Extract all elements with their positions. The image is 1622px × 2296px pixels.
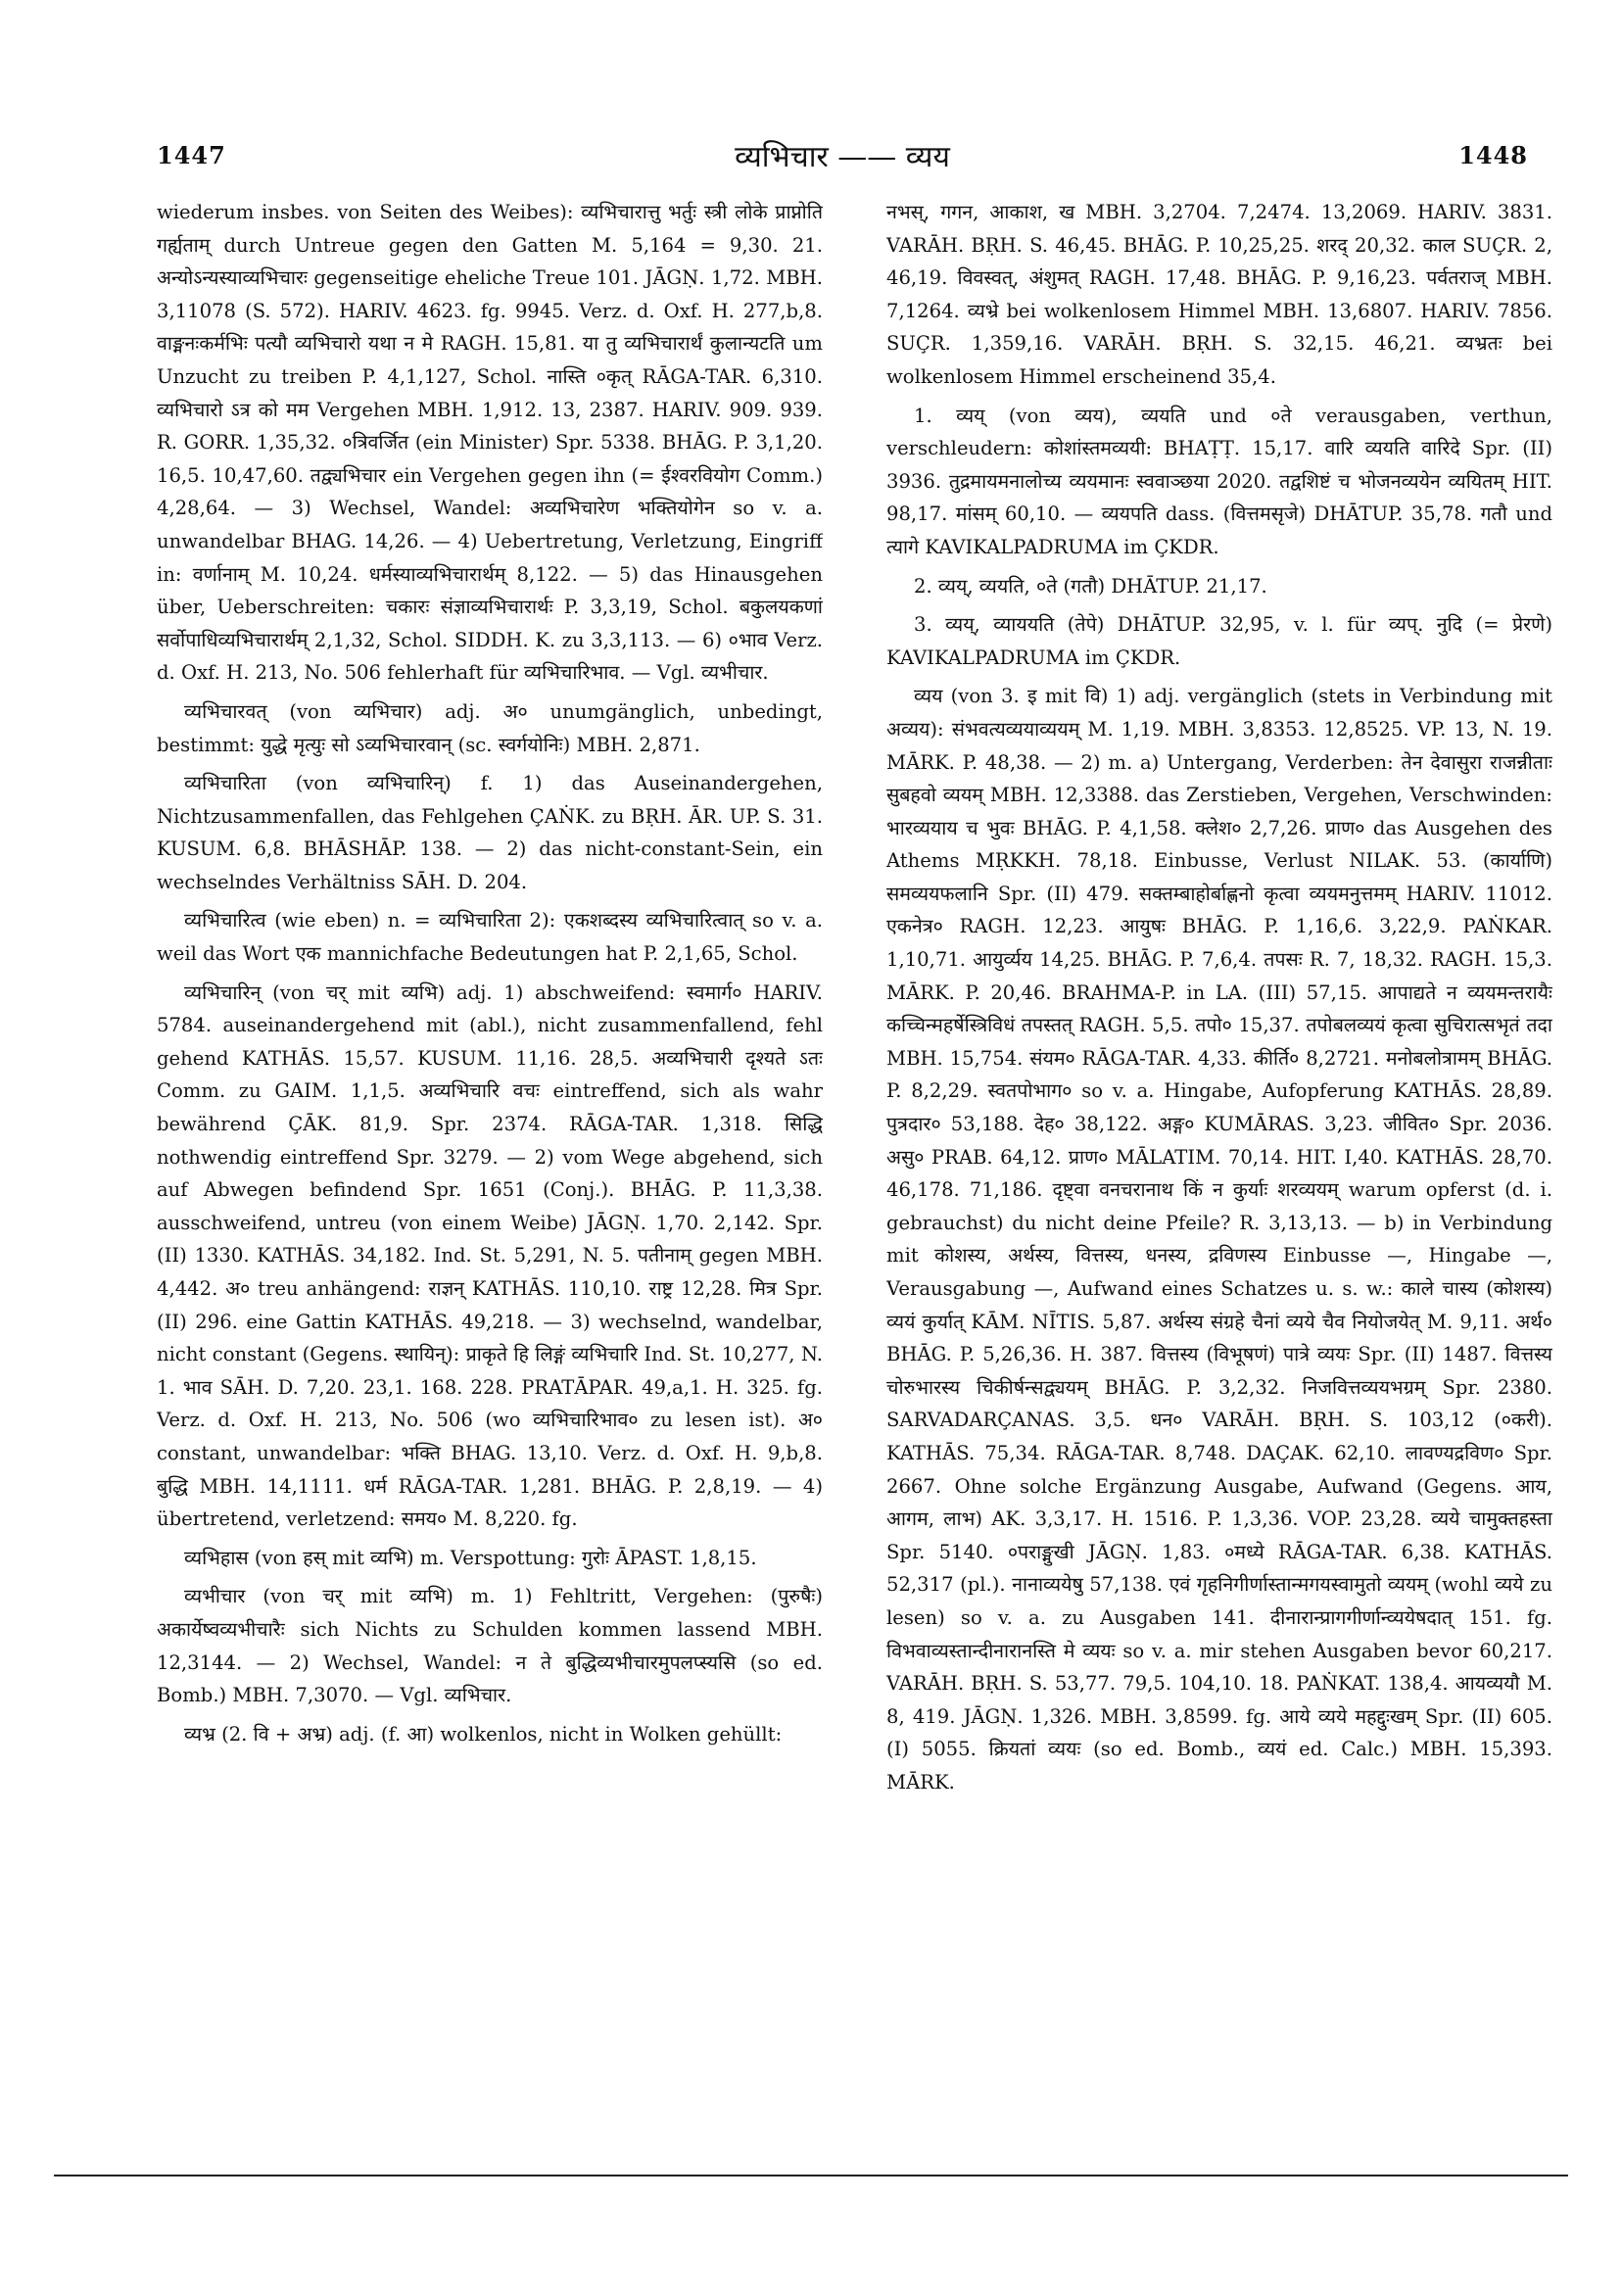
entry-vyabhicaritva: व्यभिचारित्व (wie eben) n. = व्यभिचारिता 2): एकशब्दस्य व्यभिचारित्वात् so v. a. weil das Wort एक mannichfache Bedeutungen hat P. 2,1,65, Schol. [157, 909, 823, 966]
entry-vyay-1: 1. व्यय् (von व्यय), व्ययति und ०ते verausgaben, verthun, verschleudern: कोशांस्तमव्ययी: BHAṬṬ. 15,17. वारि व्ययति वारिदे Spr. (II) 3936. तुद्रमायमनालोच्य व्ययमानः स्ववाञ्छया 2020. तद्वशिष्टं च भोजनव्ययेन व्ययितम् HIT. 98,17. मांसम् 60,10. — व्ययपति dass. (वित्तमसृजे) DHĀTUP. 35,78. गतौ und त्यागे KAVIKALPADRUMA im ÇKDR. [886, 404, 1552, 558]
entry-vyabhicara: व्यभीचार (von चर् mit व्यभि) m. 1) Fehltritt, Vergehen: (पुरुषैः) अकार्येष्वव्यभीचारैः sich Nichts zu Schulden kommen lassend MBH. 12,3144. — 2) Wechsel, Wandel: न ते बुद्धिव्यभीचारमुपलप्स्यसि (so ed. Bomb.) MBH. 7,3070. — Vgl. व्यभिचार. [157, 1585, 823, 1707]
entry-vyabhra: व्यभ्र (2. वि + अभ्र) adj. (f. आ) wolkenlos, nicht in Wolken gehüllt: [184, 1722, 783, 1746]
page-number-left: 1447 [157, 141, 226, 169]
entry-vyabhicarin: व्यभिचारिन् (von चर् mit व्यभि) adj. 1) abschweifend: स्वमार्ग० HARIV. 5784. auseinandergehend mit (abl.), nicht zusammenfallend, fehl gehend KATHĀS. 15,57. KUSUM. 11,16. 28,5. अव्यभिचारी दृश्यते ऽतः Comm. zu GAIM. 1,1,5. अव्यभिचारि वचः eintreffend, sich als wahr bewährend ÇĀK. 81,9. Spr. 2374. RĀGA-TAR. 1,318. सिद्धि nothwendig eintreffend Spr. 3279. — 2) vom Wege abgehend, sich auf Abwegen befindend Spr. 1651 (Conj.). BHĀG. P. 11,3,38. ausschweifend, untreu (von einem Weibe) JĀGṆ. 1,70. 2,142. Spr. (II) 1330. KATHĀS. 34,182. Ind. St. 5,291, N. 5. पतीनाम् gegen MBH. 4,442. अ० treu anhängend: राज्ञन् KATHĀS. 110,10. राष्ट्र 12,28. मित्र Spr. (II) 296. eine Gattin KATHĀS. 49,218. — 3) wechselnd, wandelbar, nicht constant (Gegens. स्थायिन्): प्राकृते हि लिङ्गं व्यभिचारि Ind. St. 10,277, N. 1. भाव SĀH. D. 7,20. 23,1. 168. 228. PRATĀPAR. 49,a,1. H. 325. fg. Verz. d. Oxf. H. 213, No. 506 (wo व्यभिचारिभाव० zu lesen ist). अ० constant, unwandelbar: भक्ति BHAG. 13,10. Verz. d. Oxf. H. 9,b,8. बुद्धि MBH. 14,1111. धर्म RĀGA-TAR. 1,281. BHĀG. P. 2,8,19. — 4) übertretend, verletzend: समय० M. 8,220. fg. [157, 981, 823, 1531]
bottom-rule [54, 2175, 1568, 2176]
text-columns [157, 196, 1552, 2135]
entry-vyay-3: 3. व्यय्, व्याययति (तेपे) DHĀTUP. 32,95, v. l. für व्यप्. नुदि (= प्रेरणे) KAVIKALPADRUMA im ÇKDR. [886, 613, 1552, 669]
entry-continuation: wiederum insbes. von Seiten des Weibes): व्यभिचारात्तु भर्तुः स्त्री लोके प्राप्नोति गर्ह्यताम् durch Untreue gegen den Gatten M. 5,164 = 9,30. 21. अन्योऽन्यस्याव्यभिचारः gegenseitige eheliche Treue 101. JĀGṆ. 1,72. MBH. 3,11078 (S. 572). HARIV. 4623. fg. 9945. Verz. d. Oxf. H. 277,b,8. वाङ्मनःकर्मभिः पत्यौ व्यभिचारो यथा न मे RAGH. 15,81. या तु व्यभिचारार्थं कुलान्यटति um Unzucht zu treiben P. 4,1,127, Schol. नास्ति ०कृत् RĀGA-TAR. 6,310. व्यभिचारो ऽत्र को मम Vergehen MBH. 1,912. 13, 2387. HARIV. 909. 939. R. GORR. 1,35,32. ०त्रिवर्जित (ein Minister) Spr. 5338. BHĀG. P. 3,1,20. 16,5. 10,47,60. तद्व्यभिचार ein Vergehen gegen ihn (= ईश्वरवियोग Comm.) 4,28,64. — 3) Wechsel, Wandel: अव्यभिचारेण भक्तियोगेन so v. a. unwandelbar BHAG. 14,26. — 4) Uebertretung, Verletzung, Eingriff in: वर्णानाम् M. 10,24. धर्मस्याव्यभिचारार्थम् 8,122. — 5) das Hinausgehen über, Ueberschreiten: चकारः संज्ञाव्यभिचारार्थः P. 3,3,19, Schol. बकुलयकणां सर्वोपाधिव्यभिचारार्थम् 2,1,32, Schol. SIDDH. K. zu 3,3,113. — 6) ०भाव Verz. d. Oxf. H. 213, No. 506 fehlerhaft für व्यभिचारिभाव. — Vgl. व्यभीचार. [157, 201, 823, 685]
running-title: व्यभिचार —— व्यय [735, 140, 950, 174]
page-number-right: 1448 [1458, 141, 1528, 169]
entry-vyabhihasa: व्यभिहास (von हस् mit व्यभि) m. Verspottung: गुरोः ĀPAST. 1,8,15. [184, 1546, 757, 1569]
running-head [157, 135, 1528, 184]
entry-vyabhicaravat: व्यभिचारवत् (von व्यभिचार) adj. अ० unumgänglich, unbedingt, bestimmt: युद्धे मृत्युः सो ऽव्यभिचारवान् (sc. स्वर्गयोनिः) MBH. 2,871. [157, 699, 823, 756]
entry-vyay-2: 2. व्यय्, व्ययति, ०ते (गतौ) DHĀTUP. 21,17. [914, 574, 1267, 598]
entry-vyabhicarita: व्यभिचारिता (von व्यभिचारिन्) f. 1) das Auseinandergehen, Nichtzusammenfallen, das Fehlgehen ÇAṄK. zu BṚH. ĀR. UP. S. 31. KUSUM. 6,8. BHĀSHĀP. 138. — 2) das nicht-constant-Sein, ein wechselndes Verhältniss SĀH. D. 204. [157, 772, 823, 893]
right-column [886, 196, 1552, 2135]
entry-vyaya: व्यय (von 3. इ mit वि) 1) adj. vergänglich (stets in Verbindung mit अव्यय): संभवत्यव्ययाव्ययम् M. 1,19. MBH. 3,8353. 12,8525. VP. 13, N. 19. MĀRK. P. 48,38. — 2) m. a) Untergang, Verderben: तेन देवासुरा राजन्नीताः सुबहवो व्ययम् MBH. 12,3388. das Zerstieben, Vergehen, Verschwinden: भारव्ययाय च भुवः BHĀG. P. 4,1,58. क्लेश० 2,7,26. प्राण० das Ausgehen des Athems MṚKKH. 78,18. Einbusse, Verlust NILAK. 53. (कार्याणि) समव्ययफलानि Spr. (II) 479. सक्तम्बाहोर्बाह्णनो कृत्वा व्ययमनुत्तमम् HARIV. 11012. एकनेत्र० RAGH. 12,23. आयुषः BHĀG. P. 1,16,6. 3,22,9. PAṄKAR. 1,10,71. आयुर्व्यय 14,25. BHĀG. P. 7,6,4. तपसः R. 7, 18,32. RAGH. 15,3. MĀRK. P. 20,46. BRAHMA-P. in LA. (III) 57,15. आपाद्यते न व्ययमन्तरायैः कच्चिन्महर्षेस्त्रिविधं तपस्तत् RAGH. 5,5. तपो० 15,37. तपोबलव्ययं कृत्वा सुचिरात्सभृतं तदा MBH. 15,754. संयम० RĀGA-TAR. 4,33. कीर्ति० 8,2721. मनोबलोत्रामम् BHĀG. P. 8,2,29. स्वतपोभाग० so v. a. Hingabe, Aufopferung KATHĀS. 28,89. पुत्रदार० 53,188. देह० 38,122. अङ्ग० KUMĀRAS. 3,23. जीवित० Spr. 2036. असु० PRAB. 64,12. प्राण० MĀLATIM. 70,14. HIT. I,40. KATHĀS. 28,70. 46,178. 71,186. दृष्ट्वा वनचरानाथ किं न कुर्याः शरव्ययम् warum opferst (d. i. gebrauchst) du nicht deine Pfeile? R. 3,13,13. — b) in Verbindung mit कोशस्य, अर्थस्य, वित्तस्य, धनस्य, द्रविणस्य Einbusse —, Hingabe —, Verausgabung —, Aufwand eines Schatzes u. s. w.: काले चास्य (कोशस्य) व्ययं कुर्यात् KĀM. NĪTIS. 5,87. अर्थस्य संग्रहे चैनां व्यये चैव नियोजयेत् M. 9,11. अर्थ० BHĀG. P. 5,26,36. H. 387. वित्तस्य (विभूषणं) पात्रे व्ययः Spr. (II) 1487. वित्तस्य चोरुभारस्य चिकीर्षन्सद्व्ययम् BHĀG. P. 3,2,32. निजवित्तव्ययभग्रम् Spr. 2380. SARVADARÇANAS. 3,5. धन० VARĀH. BṚH. S. 103,12 (०करी). KATHĀS. 75,34. RĀGA-TAR. 8,748. DAÇAK. 62,10. लावण्यद्रविण० Spr. 2667. Ohne solche Ergänzung Ausgabe, Aufwand (Gegens. आय, आगम, लाभ) AK. 3,3,17. H. 1516. P. 1,3,36. VOP. 23,28. व्यये चामुक्तहस्ता Spr. 5140. ०पराङ्मुखी JĀGṆ. 1,83. ०मध्ये RĀGA-TAR. 6,38. KATHĀS. 52,317 (pl.). नानाव्ययेषु 57,138. एवं गृहनिगीर्णास्तान्मगयस्वामुतो व्ययम् (wohl व्यये zu lesen) so v. a. zu Ausgaben 141. दीनारान्प्रागगीर्णान्व्ययेषदात् 151. fg. विभवाव्यस्तान्दीनारानस्ति मे व्ययः so v. a. mir stehen Ausgaben bevor 60,217. VARĀH. BṚH. S. 53,77. 79,5. 104,10. 18. PAṄKAT. 138,4. आयव्ययौ M. 8, 419. JĀGṆ. 1,326. MBH. 3,8599. fg. आये व्यये महद्दुःखम् Spr. (II) 605. (I) 5055. क्रियतां व्ययः (so ed. Bomb., व्ययं ed. Calc.) MBH. 15,393. MĀRK. [886, 685, 1552, 1794]
entry-vyabhra-continuation: नभस्, गगन, आकाश, ख MBH. 3,2704. 7,2474. 13,2069. HARIV. 3831. VARĀH. BṚH. S. 46,45. BHĀG. P. 10,25,25. शरद् 20,32. काल SUÇR. 2, 46,19. विवस्वत्, अंशुमत् RAGH. 17,48. BHĀG. P. 9,16,23. पर्वतराज् MBH. 7,1264. व्यभ्रे bei wolkenlosem Himmel MBH. 13,6807. HARIV. 7856. SUÇR. 1,359,16. VARĀH. BṚH. S. 32,15. 46,21. व्यभ्रतः bei wolkenlosem Himmel erscheinend 35,4. [886, 201, 1552, 388]
left-column [157, 196, 823, 2135]
